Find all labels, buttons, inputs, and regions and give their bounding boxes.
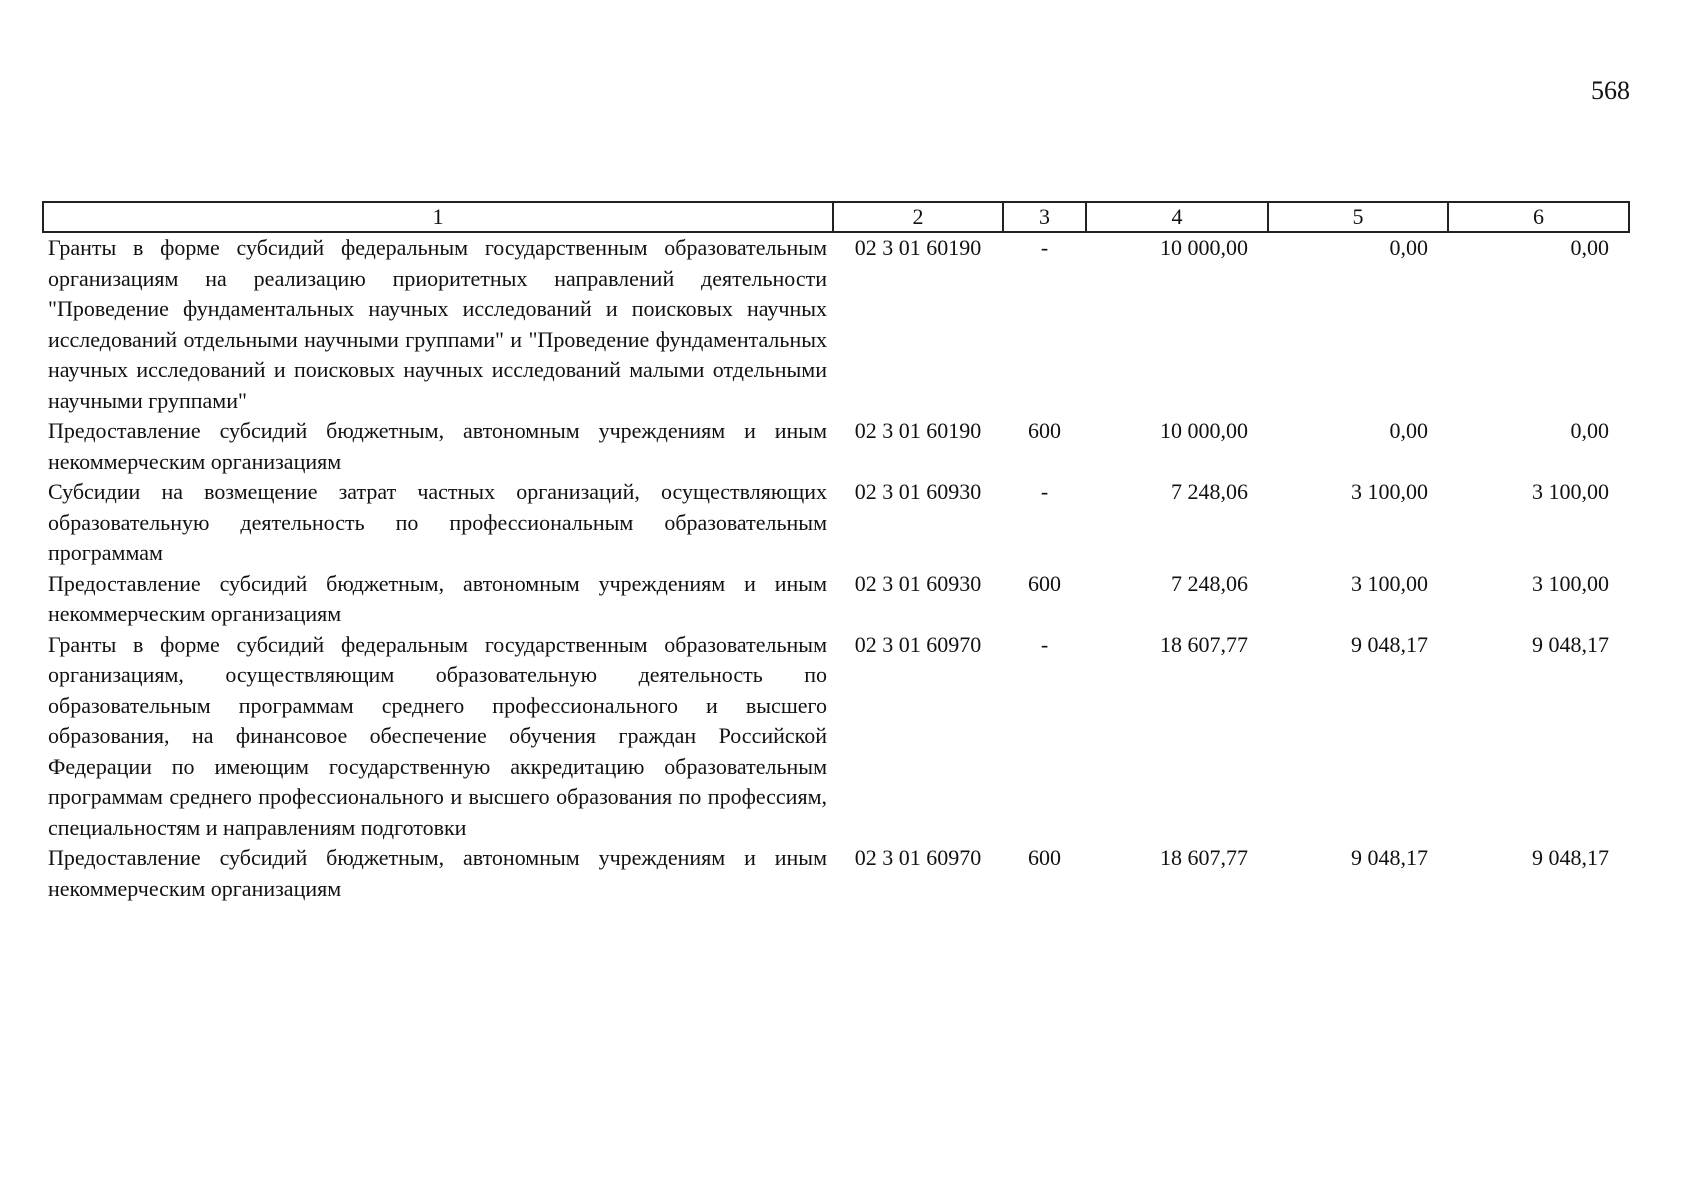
column-header-1: 1 [43,202,833,232]
row-vr-cell: - [1040,235,1049,260]
row-sum2-cell: 0,00 [1389,235,1428,260]
row-csr-cell: 02 3 01 60970 [854,631,982,657]
row-csr-cell: 02 3 01 60970 [854,845,982,870]
row-sum3-cell: 0,00 [1570,235,1609,260]
table-row [43,843,1629,904]
row-sum3-cell: 9 048,17 [1532,631,1609,657]
row-csr-cell: 02 3 01 60190 [854,235,982,260]
header-row [43,202,1629,232]
column-header-6: 6 [1448,202,1629,232]
column-header-3: 3 [1003,202,1086,232]
row-sum3-cell: 9 048,17 [1532,845,1609,870]
table-row [43,416,1629,477]
row-sum1-cell: 18 607,77 [1160,631,1248,657]
row-vr-cell: 600 [1028,845,1061,870]
table-row [43,232,1629,416]
row-csr-cell: 02 3 01 60930 [854,570,982,596]
row-name-cell: Предоставление субсидий бюджетным, автономным учреждениям и иным некоммерческим организациям [48,570,827,626]
row-vr-cell: 600 [1028,570,1061,596]
table-header [43,202,1629,232]
page-number: 568 [1591,76,1630,105]
row-sum1-cell: 7 248,06 [1171,479,1248,504]
row-sum1-cell: 10 000,00 [1160,235,1248,260]
row-sum1-cell: 18 607,77 [1160,845,1248,870]
table-body [43,232,1629,904]
row-sum2-cell: 3 100,00 [1351,570,1428,596]
row-name-cell: Гранты в форме субсидий федеральным государственным образовательным организациям, осуществляющим образовательную деятельность по образовательным программам среднего профессионального и высшего образования, на финансовое обеспечение обучения граждан Российской Федерации по имеющим государственную аккредитацию образовательным программам среднего профессионального и высшего образования по профессиям, специальностям и направлениям подготовки [48,631,827,840]
row-vr-cell: - [1040,631,1049,657]
row-sum2-cell: 9 048,17 [1351,845,1428,870]
column-header-2: 2 [833,202,1003,232]
row-sum1-cell: 10 000,00 [1160,418,1248,443]
table-row [43,630,1629,844]
row-vr-cell: 600 [1028,418,1061,443]
row-name-cell: Гранты в форме субсидий федеральным государственным образовательным организациям на реализацию приоритетных направлений деятельности "Проведение фундаментальных научных исследований и поисковых научных исследований отдельными научными группами" и "Проведение фундаментальных научных исследований и поисковых научных исследований малыми отдельными научными группами" [48,235,827,413]
row-sum2-cell: 0,00 [1389,418,1428,443]
column-header-4: 4 [1086,202,1268,232]
budget-table [42,201,1630,904]
row-sum3-cell: 0,00 [1570,418,1609,443]
row-sum3-cell: 3 100,00 [1532,479,1609,504]
row-sum2-cell: 9 048,17 [1351,631,1428,657]
row-vr-cell: - [1040,479,1049,504]
row-sum2-cell: 3 100,00 [1351,479,1428,504]
row-name-cell: Предоставление субсидий бюджетным, автономным учреждениям и иным некоммерческим организациям [48,418,827,474]
row-sum1-cell: 7 248,06 [1171,570,1248,596]
column-header-5: 5 [1268,202,1448,232]
row-csr-cell: 02 3 01 60190 [854,418,982,443]
row-name-cell: Субсидии на возмещение затрат частных организаций, осуществляющих образовательную деятельность по профессиональным образовательным программам [48,479,827,565]
table-row [43,569,1629,630]
row-name-cell: Предоставление субсидий бюджетным, автономным учреждениям и иным некоммерческим организациям [48,845,827,901]
row-csr-cell: 02 3 01 60930 [854,479,982,504]
table-row [43,477,1629,569]
row-sum3-cell: 3 100,00 [1532,570,1609,596]
